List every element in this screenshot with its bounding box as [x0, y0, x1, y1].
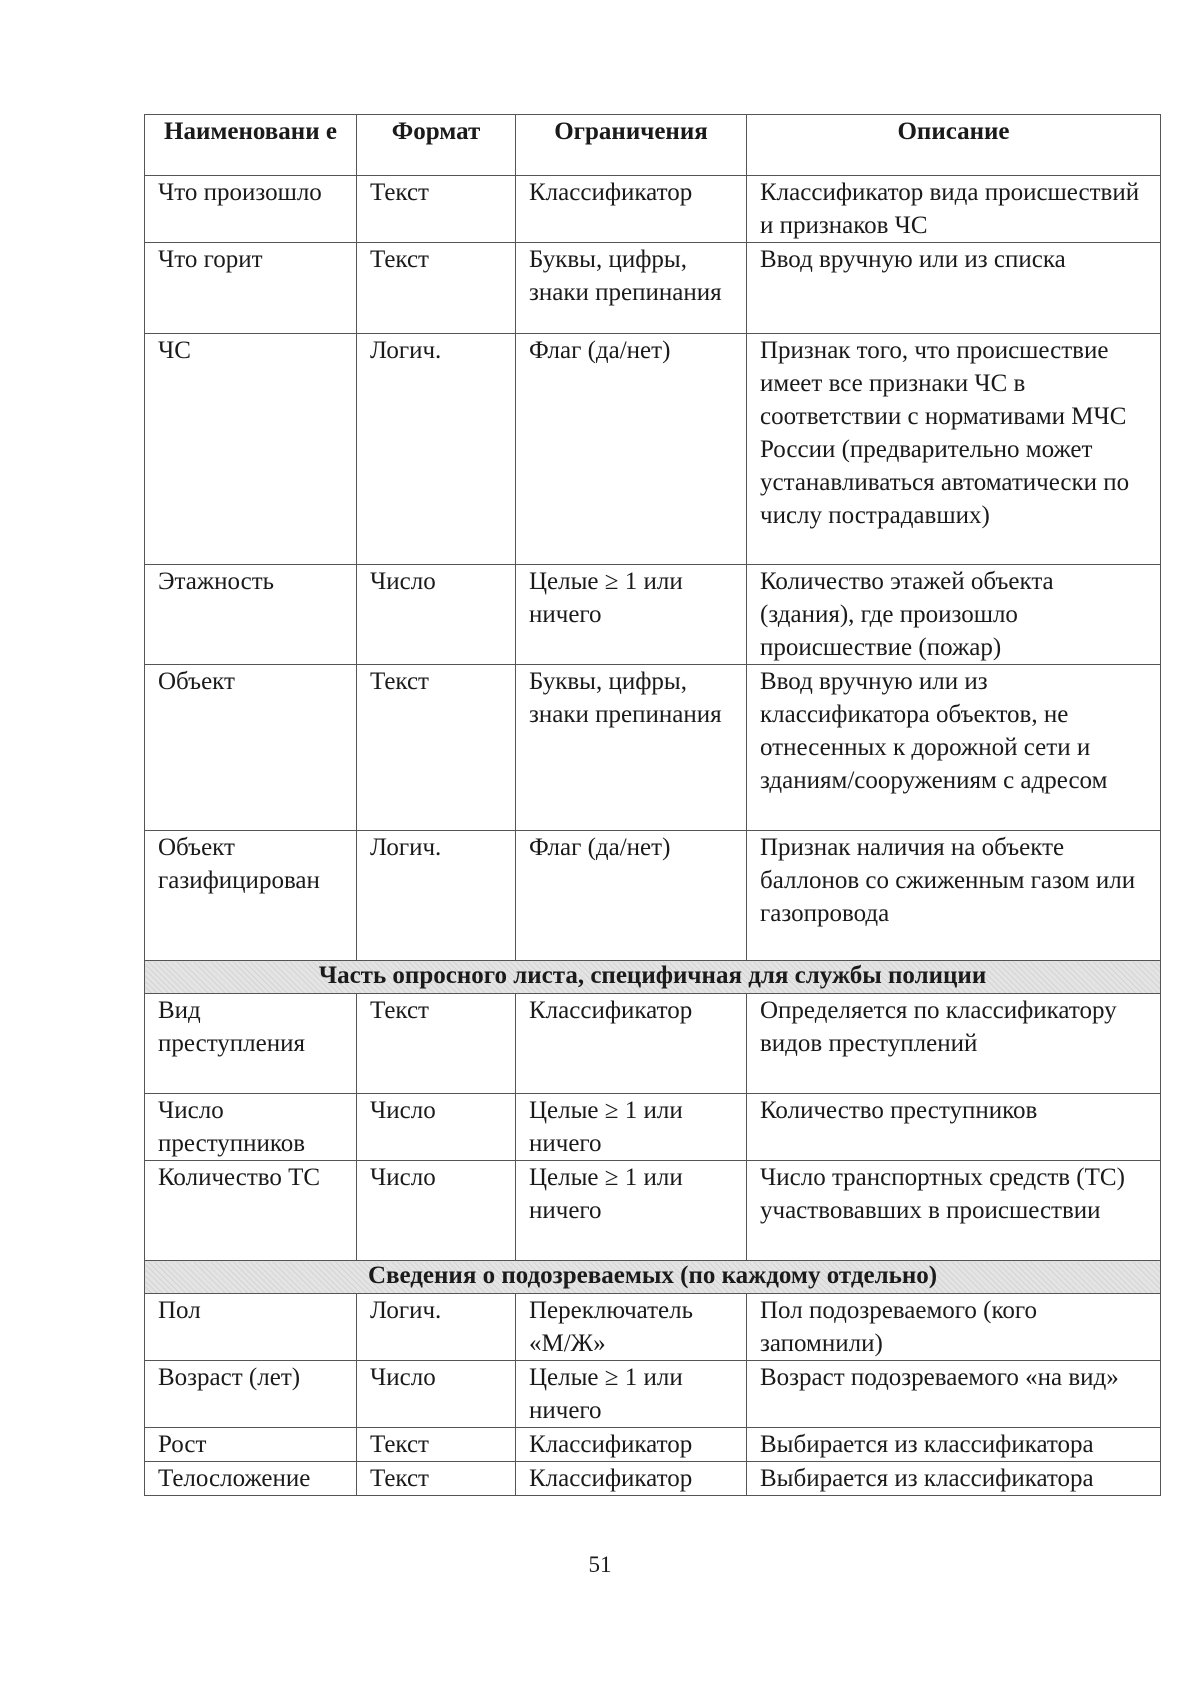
- cell-description: Признак того, что происшествие имеет все признаки ЧС в соответствии с нормативами МЧС России (предварительно может устанавливаться автоматически по числу пострадавших): [747, 334, 1161, 565]
- header-description: Описание: [747, 115, 1161, 176]
- table-row: [145, 334, 1161, 565]
- cell-format: Текст: [357, 243, 516, 334]
- cell-limits: Классификатор: [516, 1462, 747, 1496]
- page-number: 51: [588, 1552, 612, 1577]
- table-row: [145, 176, 1161, 243]
- cell-format: Текст: [357, 1462, 516, 1496]
- cell-name: Что произошло: [145, 176, 357, 243]
- cell-name: Объект: [145, 665, 357, 831]
- section-title-suspects: Сведения о подозреваемых (по каждому отдельно): [145, 1261, 1161, 1294]
- table-header-row: [145, 115, 1161, 176]
- cell-limits: Целые ≥ 1 или ничего: [516, 1094, 747, 1161]
- cell-name: Пол: [145, 1294, 357, 1361]
- cell-format: Текст: [357, 994, 516, 1094]
- cell-description: Количество этажей объекта (здания), где произошло происшествие (пожар): [747, 565, 1161, 665]
- cell-name: Количество ТС: [145, 1161, 357, 1261]
- cell-format: Число: [357, 565, 516, 665]
- cell-description: Количество преступников: [747, 1094, 1161, 1161]
- cell-format: Логич.: [357, 831, 516, 961]
- table-row: [145, 1161, 1161, 1261]
- table-row: [145, 243, 1161, 334]
- cell-format: Число: [357, 1094, 516, 1161]
- table-row: [145, 1361, 1161, 1428]
- cell-limits: Флаг (да/нет): [516, 831, 747, 961]
- cell-name: Рост: [145, 1428, 357, 1462]
- cell-description: Определяется по классификатору видов преступлений: [747, 994, 1161, 1094]
- cell-description: Ввод вручную или из классификатора объектов, не отнесенных к дорожной сети и зданиям/сооружениям с адресом: [747, 665, 1161, 831]
- cell-description: Ввод вручную или из списка: [747, 243, 1161, 334]
- header-format: Формат: [357, 115, 516, 176]
- cell-format: Текст: [357, 176, 516, 243]
- cell-description: Пол подозреваемого (кого запомнили): [747, 1294, 1161, 1361]
- table-row: [145, 1428, 1161, 1462]
- cell-limits: Целые ≥ 1 или ничего: [516, 1161, 747, 1261]
- table-row: [145, 1294, 1161, 1361]
- table-row: [145, 1462, 1161, 1496]
- document-table: [144, 114, 1161, 1496]
- section-row-suspects: [145, 1261, 1161, 1294]
- cell-description: Классификатор вида происшествий и признаков ЧС: [747, 176, 1161, 243]
- cell-limits: Классификатор: [516, 994, 747, 1094]
- cell-format: Текст: [357, 665, 516, 831]
- table-row: [145, 831, 1161, 961]
- header-name: Наименовани е: [145, 115, 357, 176]
- table-row: [145, 565, 1161, 665]
- cell-name: Этажность: [145, 565, 357, 665]
- cell-format: Логич.: [357, 1294, 516, 1361]
- cell-name: Возраст (лет): [145, 1361, 357, 1428]
- table-row: [145, 665, 1161, 831]
- section-title-police: Часть опросного листа, специфичная для службы полиции: [145, 961, 1161, 994]
- cell-limits: Целые ≥ 1 или ничего: [516, 565, 747, 665]
- cell-name: Объект газифицирован: [145, 831, 357, 961]
- cell-limits: Целые ≥ 1 или ничего: [516, 1361, 747, 1428]
- cell-limits: Классификатор: [516, 176, 747, 243]
- table-row: [145, 1094, 1161, 1161]
- cell-name: Число преступников: [145, 1094, 357, 1161]
- cell-name: Вид преступления: [145, 994, 357, 1094]
- cell-format: Число: [357, 1161, 516, 1261]
- cell-limits: Переключатель «М/Ж»: [516, 1294, 747, 1361]
- cell-description: Число транспортных средств (ТС) участвовавших в происшествии: [747, 1161, 1161, 1261]
- cell-format: Текст: [357, 1428, 516, 1462]
- cell-name: Что горит: [145, 243, 357, 334]
- cell-name: ЧС: [145, 334, 357, 565]
- table-row: [145, 994, 1161, 1094]
- cell-format: Число: [357, 1361, 516, 1428]
- section-row-police: [145, 961, 1161, 994]
- cell-format: Логич.: [357, 334, 516, 565]
- cell-description: Признак наличия на объекте баллонов со сжиженным газом или газопровода: [747, 831, 1161, 961]
- cell-limits: Буквы, цифры, знаки препинания: [516, 665, 747, 831]
- cell-description: Выбирается из классификатора: [747, 1428, 1161, 1462]
- cell-name: Телосложение: [145, 1462, 357, 1496]
- cell-limits: Флаг (да/нет): [516, 334, 747, 565]
- cell-description: Выбирается из классификатора: [747, 1462, 1161, 1496]
- header-limits: Ограничения: [516, 115, 747, 176]
- cell-limits: Буквы, цифры, знаки препинания: [516, 243, 747, 334]
- cell-description: Возраст подозреваемого «на вид»: [747, 1361, 1161, 1428]
- cell-limits: Классификатор: [516, 1428, 747, 1462]
